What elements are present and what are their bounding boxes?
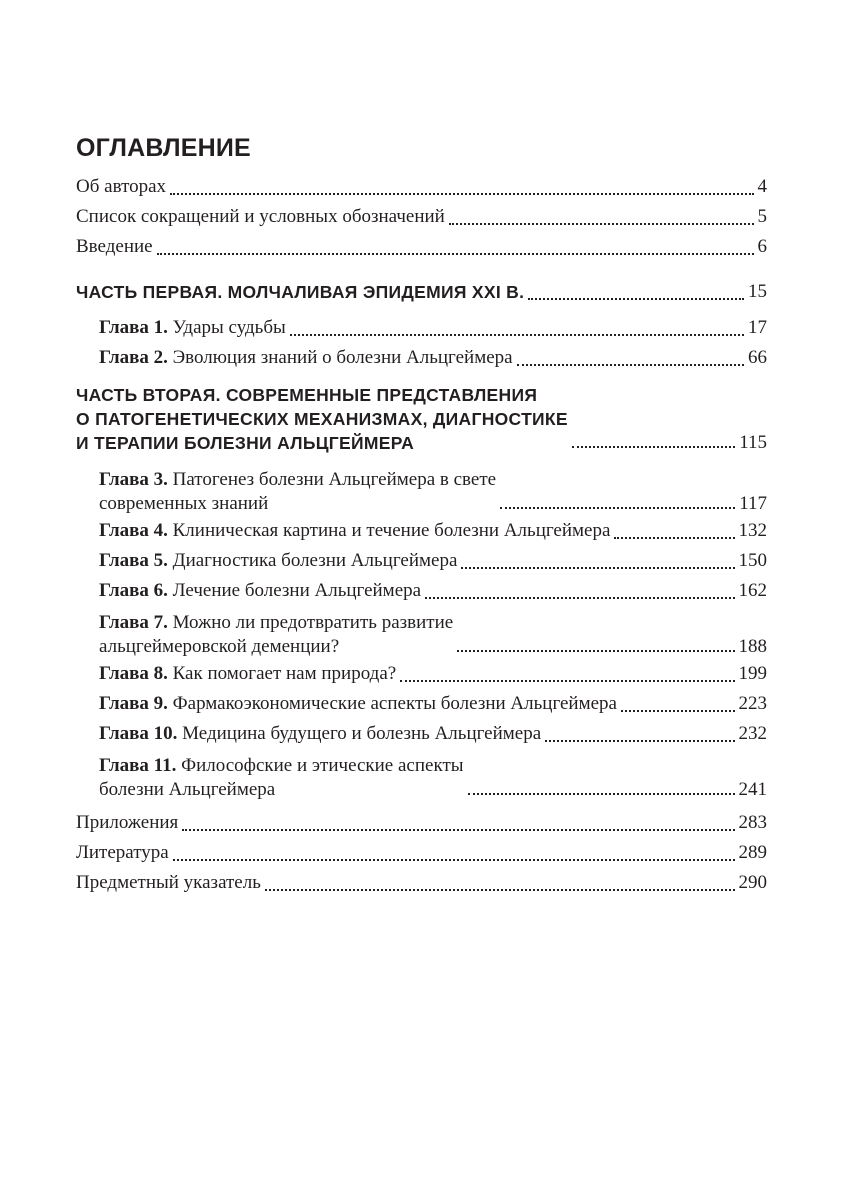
chapter-title: Можно ли предотвратить развитие альцгеймеровской деменции? <box>99 612 454 657</box>
toc-entry-text: Предметный указатель <box>76 872 261 893</box>
toc-page-number: 4 <box>757 176 767 197</box>
toc-page-number: 199 <box>738 663 767 684</box>
toc-page-number: 150 <box>738 550 767 571</box>
chapter-label: Глава 9. <box>99 693 168 714</box>
toc-entry-text: Об авторах <box>76 176 167 197</box>
chapter-title: Патогенез болезни Альцгеймера в свете современных знаний <box>99 469 497 514</box>
chapter-title: Фармакоэкономические аспекты болезни Альцгеймера <box>172 693 617 714</box>
dot-leader <box>528 298 744 300</box>
toc-page-number: 66 <box>748 347 767 368</box>
dot-leader <box>545 740 734 742</box>
toc-chapter <box>76 463 767 516</box>
chapter-label: Глава 11. <box>99 755 177 776</box>
dot-leader <box>173 859 735 861</box>
toc-page-number: 5 <box>757 206 767 227</box>
toc-part-1 <box>76 277 767 307</box>
dot-leader <box>468 793 735 795</box>
toc-entry <box>76 808 767 838</box>
toc-page-number: 117 <box>739 493 767 514</box>
chapter-title: Диагностика болезни Альцгеймера <box>172 550 458 571</box>
chapter-title: Клиническая картина и течение болезни Альцгеймера <box>172 520 611 541</box>
dot-leader <box>170 193 753 195</box>
chapter-label: Глава 1. <box>99 317 168 338</box>
toc-page-number: 17 <box>748 317 767 338</box>
toc-entry <box>76 838 767 868</box>
toc-chapter <box>76 313 767 343</box>
chapter-title: Удары судьбы <box>172 317 286 338</box>
toc-page-number: 15 <box>748 281 767 302</box>
chapter-label: Глава 2. <box>99 347 168 368</box>
dot-leader <box>400 680 734 682</box>
toc-entry-text: Литература <box>76 842 169 863</box>
dot-leader <box>290 334 744 336</box>
dot-leader <box>572 446 735 448</box>
toc-part-title: ЧАСТЬ ПЕРВАЯ. МОЛЧАЛИВАЯ ЭПИДЕМИЯ XXI В. <box>76 282 525 302</box>
toc-chapter <box>76 343 767 373</box>
toc-entry <box>76 868 767 898</box>
dot-leader <box>157 253 754 255</box>
toc-entry-text: Приложения <box>76 812 179 833</box>
toc-chapter <box>76 689 767 719</box>
chapter-label: Глава 10. <box>99 723 178 744</box>
toc-page-number: 188 <box>738 636 767 657</box>
toc-chapter <box>76 719 767 749</box>
dot-leader <box>500 507 735 509</box>
toc-page-number: 289 <box>738 842 767 863</box>
toc-chapter <box>76 516 767 546</box>
dot-leader <box>461 567 734 569</box>
dot-leader <box>621 710 735 712</box>
toc-chapter <box>76 606 767 659</box>
toc-entry-text: Список сокращений и условных обозначений <box>76 206 445 227</box>
toc-chapter <box>76 576 767 606</box>
toc-part-title: ЧАСТЬ ВТОРАЯ. СОВРЕМЕННЫЕ ПРЕДСТАВЛЕНИЯ О ПАТОГЕНЕТИЧЕСКИХ МЕХАНИЗМАХ, ДИАГНОСТИКЕ И ТЕРАПИИ БОЛЕЗНИ АЛЬЦГЕЙМЕРА <box>76 385 568 453</box>
toc-page-number: 162 <box>738 580 767 601</box>
toc-page-number: 241 <box>738 779 767 800</box>
toc-chapter <box>76 659 767 689</box>
toc-page-number: 223 <box>738 693 767 714</box>
dot-leader <box>614 537 734 539</box>
chapter-label: Глава 5. <box>99 550 168 571</box>
chapter-label: Глава 4. <box>99 520 168 541</box>
dot-leader <box>182 829 734 831</box>
chapter-label: Глава 7. <box>99 612 168 633</box>
toc-title: ОГЛАВЛЕНИЕ <box>76 134 251 162</box>
toc-page-number: 6 <box>757 236 767 257</box>
chapter-title: Как помогает нам природа? <box>172 663 397 684</box>
chapter-label: Глава 8. <box>99 663 168 684</box>
chapter-label: Глава 3. <box>99 469 168 490</box>
chapter-title: Эволюция знаний о болезни Альцгеймера <box>172 347 513 368</box>
toc-list <box>76 172 767 898</box>
chapter-title: Философские и этические аспекты болезни Альцгеймера <box>99 755 464 800</box>
toc-page-number: 132 <box>738 520 767 541</box>
toc-entry <box>76 172 767 202</box>
toc-chapter <box>76 749 767 802</box>
toc-entry-text: Введение <box>76 236 153 257</box>
dot-leader <box>425 597 734 599</box>
toc-page-number: 290 <box>738 872 767 893</box>
dot-leader <box>517 364 744 366</box>
dot-leader <box>265 889 735 891</box>
chapter-title: Медицина будущего и болезнь Альцгеймера <box>182 723 542 744</box>
toc-entry <box>76 232 767 262</box>
toc-part-2 <box>76 383 767 455</box>
toc-chapter <box>76 546 767 576</box>
dot-leader <box>457 650 734 652</box>
chapter-label: Глава 6. <box>99 580 168 601</box>
toc-entry <box>76 202 767 232</box>
chapter-title: Лечение болезни Альцгеймера <box>172 580 422 601</box>
dot-leader <box>449 223 754 225</box>
toc-page-number: 115 <box>739 432 767 453</box>
toc-page-number: 283 <box>738 812 767 833</box>
toc-page-number: 232 <box>738 723 767 744</box>
